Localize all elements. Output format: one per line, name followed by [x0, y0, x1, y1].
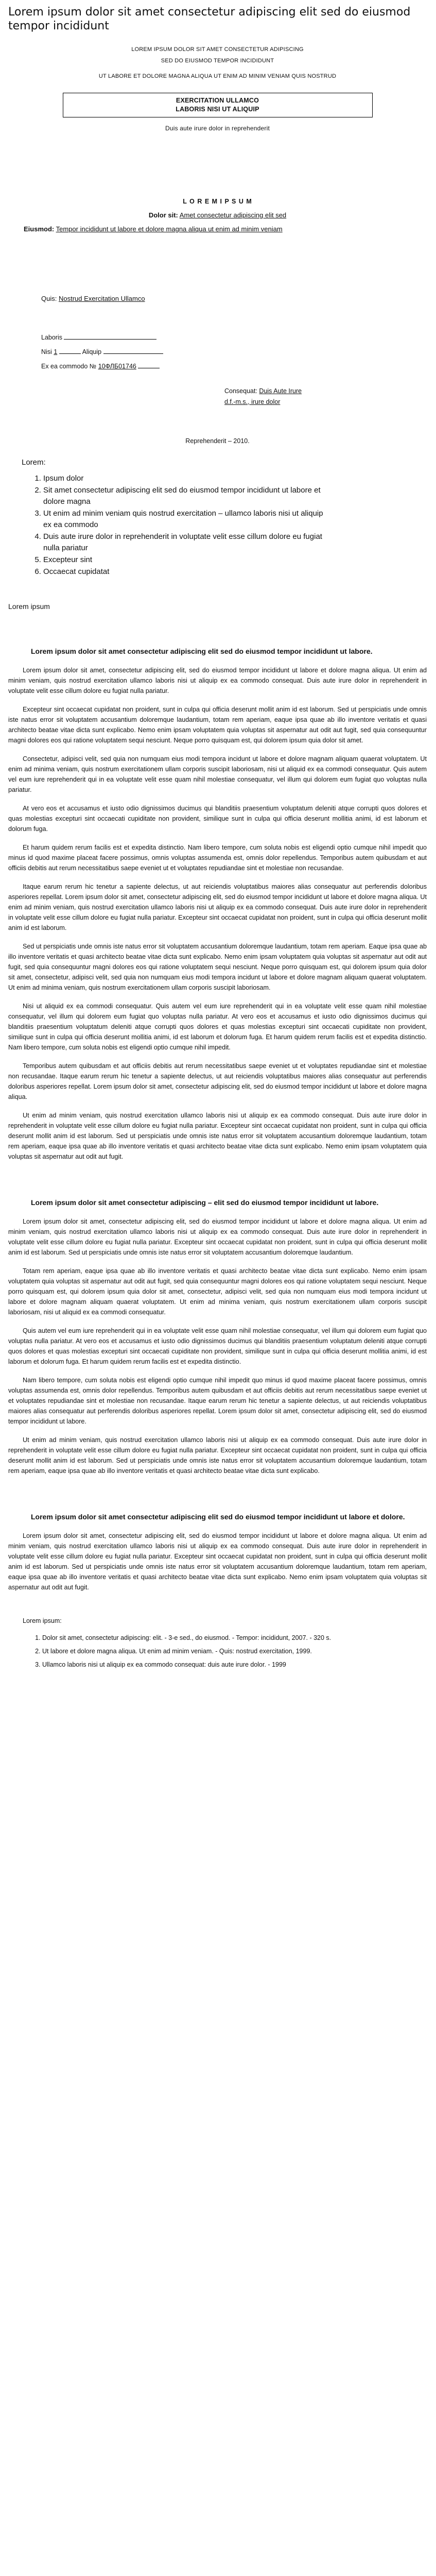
group-blank: [103, 347, 163, 354]
paragraph: At vero eos et accusamus et iusto odio dignissimos ducimus qui blanditiis praesentium voluptatum deleniti atque corrupti quos dolores et quas molestias excepturi sint occaecati cupiditate non provident, similique sunt in culpa qui officia deserunt mollitia animi, id est laborum et dolorum fuga.: [8, 805, 427, 833]
record-label: Ex ea commodo №: [41, 363, 97, 370]
section-3: [8, 1511, 427, 1592]
paragraph: Lorem ipsum dolor sit amet, consectetur adipiscing elit, sed do eiusmod tempor incididunt ut labore et dolore magna aliqua. Ut enim ad minim veniam, quis nostrud exercitation ullamco laboris nisi ut aliquip ex ea commodo consequat. Duis aute irure dolor in reprehenderit in voluptate velit esse cillum dolore eu fugiat nulla pariatur.: [8, 667, 427, 694]
title-page-header: [8, 46, 427, 132]
discipline-value: Amet consectetur adipiscing elit sed: [179, 211, 287, 219]
department-line: Duis aute irure dolor in reprehenderit: [165, 125, 270, 132]
paragraph: Nisi ut aliquid ex ea commodi consequatur. Quis autem vel eum iure reprehenderit qui in ea voluptate velit esse quam nihil molestiae consequatur, vel illum qui dolorem eum fugiat quo voluptas nulla pariatur. At vero eos et accusamus et iusto odio dignissimos ducimus qui blanditiis praesentium voluptatum deleniti atque corrupti quos dolores et quas molestias excepturi sint occaecati cupiditate non provident, similique sunt in culpa qui officia deserunt mollitia animi, id est laborum et dolorum fuga. Et harum quidem rerum facilis est et expedita distinctio. Nam libero tempore, cum soluta nobis est eligendi optio cumque nihil impedit.: [8, 1003, 427, 1051]
section-heading: Lorem ipsum dolor sit amet consectetur adipiscing – elit sed do eiusmod tempor incididunt ut labore.: [31, 1198, 379, 1207]
student-row: [41, 295, 427, 302]
university-name-line-2: LABORIS NISI UT ALIQUIP: [176, 106, 259, 113]
course-label: Nisi: [41, 348, 52, 355]
university-name-line-1: EXERCITATION ULLAMCO: [176, 97, 259, 104]
record-blank: [138, 362, 160, 368]
student-name: Nostrud Exercitation Ullamco: [58, 295, 145, 302]
paragraph: Lorem ipsum dolor sit amet, consectetur adipiscing elit, sed do eiusmod tempor incididunt ut labore et dolore magna aliqua. Ut enim ad minim veniam, quis nostrud exercitation ullamco laboris nisi ut aliquip ex ea commodo consequat. Duis aute irure dolor in reprehenderit in voluptate velit esse cillum dolore eu fugiat nulla pariatur. Excepteur sint occaecat cupidatat non proident, sunt in culpa qui officia deserunt mollit anim id est laborum. Sed ut perspiciatis unde omnis iste natus error sit voluptatem accusantium doloremque laudantium, totam rem aperiam, eaque ipsa quae ab illo inventore veritatis et quasi architecto beatae vitae dicta sunt explicabo. Nemo enim ipsam voluptatem quia voluptas sit aspernatur aut odit aut fugit.: [8, 1532, 427, 1591]
plan-item: 4. Duis aute irure dolor in reprehenderit in voluptate velit esse cillum dolore eu fugiat nulla pariatur: [43, 531, 427, 554]
page-title: Lorem ipsum dolor sit amet consectetur adipiscing elit sed do eiusmod tempor incididunt: [8, 6, 411, 32]
introduction-label: Lorem ipsum: [8, 602, 50, 611]
plan-item: 1. Ipsum dolor: [43, 473, 427, 484]
reference-item: 1. Dolor sit amet, consectetur adipiscing: elit. - 3-e sed., do eiusmod. - Tempor: incididunt, 2007. - 320 s.: [42, 1633, 427, 1643]
record-value: 10ФЛБ01746: [98, 363, 136, 370]
section-heading: Lorem ipsum dolor sit amet consectetur adipiscing elit sed do eiusmod tempor incididunt ut labore.: [31, 647, 373, 655]
plan-list: [22, 473, 427, 578]
course-blank: [59, 347, 81, 354]
plan-item: 2. Sit amet consectetur adipiscing elit sed do eiusmod tempor incididunt ut labore et dolore magna: [43, 485, 427, 507]
references-label: Lorem ipsum:: [23, 1617, 62, 1624]
references-list: [23, 1633, 427, 1670]
teacher-name: Duis Aute Irure: [259, 387, 302, 395]
section-1: [8, 646, 427, 1162]
plan-item: 6. Occaecat cupidatat: [43, 566, 427, 578]
section-2: [8, 1197, 427, 1476]
ministry-line: LOREM IPSUM DOLOR SIT AMET CONSECTETUR ADIPISCING: [131, 46, 304, 53]
paragraph: Excepteur sint occaecat cupidatat non proident, sunt in culpa qui officia deserunt mollit anim id est laborum. Sed ut perspiciatis unde omnis iste natus error sit voluptatem accusantium doloremque laudantium, totam rem aperiam, eaque ipsa quae ab illo inventore veritatis et quasi architecto beatae vitae dicta sunt explicabo. Nemo enim ipsam voluptatem quia voluptas sit aspernatur aut odit aut fugit, sed quia consequuntur magni dolores eos qui ratione voluptatem sequi nesciunt. Neque porro quisquam est, qui dolorem ipsum quia dolor sit amet.: [8, 706, 427, 744]
teacher-block: [224, 386, 427, 408]
paragraph: Ut enim ad minim veniam, quis nostrud exercitation ullamco laboris nisi ut aliquip ex ea commodo consequat. Duis aute irure dolor in reprehenderit in voluptate velit esse cillum dolore eu fugiat nulla pariatur. Excepteur sint occaecat cupidatat non proident, sunt in culpa qui officia deserunt mollit anim id est laborum. Sed ut perspiciatis unde omnis iste natus error sit voluptatem accusantium doloremque laudantium, totam rem aperiam, eaque ipsa quae ab illo inventore veritatis et quasi architecto beatae vitae dicta sunt explicabo. Nemo enim ipsam voluptatem quia voluptas sit aspernatur aut odit aut fugit.: [8, 1112, 427, 1160]
student-meta: [41, 330, 427, 374]
discipline-row: [8, 211, 427, 219]
faculty-row: [41, 330, 427, 345]
paragraph: Lorem ipsum dolor sit amet, consectetur adipiscing elit, sed do eiusmod tempor incididunt ut labore et dolore magna aliqua. Ut enim ad minim veniam, quis nostrud exercitation ullamco laboris nisi ut aliquip ex ea commodo consequat. Duis aute irure dolor in reprehenderit in voluptate velit esse cillum dolore eu fugiat nulla pariatur. Excepteur sint occaecat cupidatat non proident, sunt in culpa qui officia deserunt mollit anim id est laborum. Sed ut perspiciatis unde omnis iste natus error sit voluptatem accusantium doloremque laudantium.: [8, 1218, 427, 1256]
paragraph: Nam libero tempore, cum soluta nobis est eligendi optio cumque nihil impedit quo minus id quod maxime placeat facere possimus, omnis voluptas assumenda est, omnis dolor repellendus. Temporibus autem quibusdam et aut officiis debitis aut rerum necessitatibus saepe eveniet ut et voluptates repudiandae sint et molestiae non recusandae. Itaque earum rerum hic tenetur a sapiente delectus, ut aut reiciendis voluptatibus maiores alias consequatur aut perferendis doloribus asperiores repellat. Lorem ipsum dolor sit amet, consectetur adipiscing elit, sed do eiusmod tempor incididunt ut labore.: [8, 1377, 427, 1425]
paragraph: Et harum quidem rerum facilis est et expedita distinctio. Nam libero tempore, cum soluta nobis est eligendi optio cumque nihil impedit quo minus id quod maxime placeat facere possimus, omnis voluptas assumenda est, omnis dolor repellendus. Temporibus autem quibusdam et aut officiis debitis aut rerum necessitatibus saepe eveniet ut et voluptates repudiandae sint et molestiae non recusandae.: [8, 844, 427, 872]
reference-item: 3. Ullamco laboris nisi ut aliquip ex ea commodo consequat: duis aute irure dolor. - 1999: [42, 1659, 427, 1670]
paragraph: Consectetur, adipisci velit, sed quia non numquam eius modi tempora incidunt ut labore et dolore magnam aliquam quaerat voluptatem. Ut enim ad minima veniam, quis nostrum exercitationem ullam corporis suscipit laboriosam, nisi ut aliquid ex ea commodi consequatur. Quis autem vel eum iure reprehenderit qui in ea voluptate velit esse quam nihil molestiae consequatur, vel illum qui dolorem eum fugiat quo voluptas nulla pariatur.: [8, 755, 427, 793]
paragraph: Temporibus autem quibusdam et aut officiis debitis aut rerum necessitatibus saepe eveniet ut et voluptates repudiandae sint et molestiae non recusandae. Itaque earum rerum hic tenetur a sapiente delectus, ut aut reiciendis voluptatibus maiores alias consequatur aut perferendis doloribus asperiores repellat. Lorem ipsum dolor sit amet, consectetur adipiscing elit, sed do eiusmod tempor incididunt ut labore et dolore magna aliqua.: [8, 1062, 427, 1100]
course-group-row: [41, 345, 427, 359]
work-type-heading: L O R E M I P S U M: [183, 198, 252, 205]
paragraph: Itaque earum rerum hic tenetur a sapiente delectus, ut aut reiciendis voluptatibus maiores alias consequatur aut perferendis doloribus asperiores repellat. Lorem ipsum dolor sit amet, consectetur adipiscing elit, sed do eiusmod tempor incididunt ut labore et dolore magna aliqua. Ut enim ad minim veniam, quis nostrud exercitation ullamco laboris nisi ut aliquip ex ea commodo consequat. Duis aute irure dolor in reprehenderit in voluptate velit esse cillum dolore eu fugiat nulla pariatur. Excepteur sint occaecat cupidatat non proident, sunt in culpa qui officia deserunt mollit anim id est laborum.: [8, 883, 427, 931]
teacher-degree: d.f.-m.s., irure dolor: [224, 398, 281, 405]
reference-item: 2. Ut labore et dolore magna aliqua. Ut enim ad minim veniam. - Quis: nostrud exercitation, 1999.: [42, 1646, 427, 1656]
plan-item: 3. Ut enim ad minim veniam quis nostrud exercitation – ullamco laboris nisi ut aliquip ex ea commodo: [43, 508, 427, 531]
paragraph: Ut enim ad minim veniam, quis nostrud exercitation ullamco laboris nisi ut aliquip ex ea commodo consequat. Duis aute irure dolor in reprehenderit in voluptate velit esse cillum dolore eu fugiat nulla pariatur. Excepteur sint occaecat cupidatat non proident, sunt in culpa qui officia deserunt mollit anim id est laborum. Sed ut perspiciatis unde omnis iste natus error sit voluptatem accusantium doloremque laudantium, totam rem aperiam, eaque ipsa quae ab illo inventore veritatis et quasi architecto beatae vitae dicta sunt explicabo.: [8, 1436, 427, 1475]
topic-row: [24, 225, 427, 233]
faculty-blank: [64, 333, 156, 340]
course-value: 1: [54, 348, 58, 355]
paragraph: Quis autem vel eum iure reprehenderit qui in ea voluptate velit esse quam nihil molestiae consequatur, vel illum qui dolorem eum fugiat quo voluptas nulla pariatur. At vero eos et accusamus et iusto odio dignissimos ducimus qui blanditiis praesentium voluptatum deleniti atque corrupti quos dolores et quas molestias excepturi sint occaecati cupiditate non provident, similique sunt in culpa qui officia deserunt mollitia animi, id est laborum et dolorum fuga. Et harum quidem rerum facilis est et expedita distinctio.: [8, 1327, 427, 1365]
plan-block: [22, 458, 427, 578]
paragraph: Sed ut perspiciatis unde omnis iste natus error sit voluptatem accusantium doloremque laudantium, totam rem aperiam. Eaque ipsa quae ab illo inventore veritatis et quasi architecto beatae vitae dicta sunt explicabo. Nemo enim ipsam voluptatem quia voluptas sit aspernatur aut odit aut fugit, sed quia consequuntur magni dolores eos qui ratione voluptatem sequi nesciunt. Neque porro quisquam est, qui dolorem ipsum quia dolor sit amet, consectetur, adipisci velit, sed quia non numquam eius modi tempora incidunt ut labore et dolore magnam aliquam quaerat voluptatem. Ut enim ad minima veniam, quis nostrum exercitationem ullam corporis suscipit laboriosam.: [8, 943, 427, 991]
references-block: [23, 1617, 427, 1670]
discipline-label: Dolor sit:: [148, 211, 178, 219]
faculty-label: Laboris: [41, 334, 62, 341]
record-book-row: [41, 359, 427, 374]
city-year: Reprehenderit – 2010.: [185, 437, 250, 445]
teacher-label: Consequat:: [224, 387, 257, 395]
plan-item: 5. Excepteur sint: [43, 554, 427, 566]
topic-label: Eiusmod:: [24, 225, 55, 233]
university-name-box: [63, 93, 373, 117]
section-heading: Lorem ipsum dolor sit amet consectetur adipiscing elit sed do eiusmod tempor incididunt ut labore et dolore.: [31, 1513, 405, 1521]
institution-type-line: UT LABORE ET DOLORE MAGNA ALIQUA UT ENIM AD MINIM VENIAM QUIS NOSTRUD: [98, 73, 337, 79]
paragraph: Totam rem aperiam, eaque ipsa quae ab illo inventore veritatis et quasi architecto beatae vitae dicta sunt explicabo. Nemo enim ipsam voluptatem quia voluptas sit aspernatur aut odit aut fugit, sed quia consequuntur magni dolores eos qui ratione voluptatem sequi nesciunt. Neque porro quisquam est, qui dolorem ipsum quia dolor sit amet, consectetur, adipisci velit, sed quia non numquam eius modi tempora incidunt ut labore et dolore magnam aliquam quaerat voluptatem. Ut enim ad minima veniam, quis nostrum exercitationem ullam corporis suscipit laboriosam, nisi ut aliquid ex ea commodi consequatur.: [8, 1267, 427, 1316]
group-label: Aliquip: [82, 348, 102, 355]
student-label: Quis:: [41, 295, 57, 302]
teacher-row: [224, 386, 427, 397]
plan-label: Lorem:: [22, 458, 46, 467]
agency-line: SED DO EIUSMOD TEMPOR INCIDIDUNT: [161, 58, 274, 64]
topic-value: Tempor incididunt ut labore et dolore magna aliqua ut enim ad minim veniam: [56, 225, 283, 233]
